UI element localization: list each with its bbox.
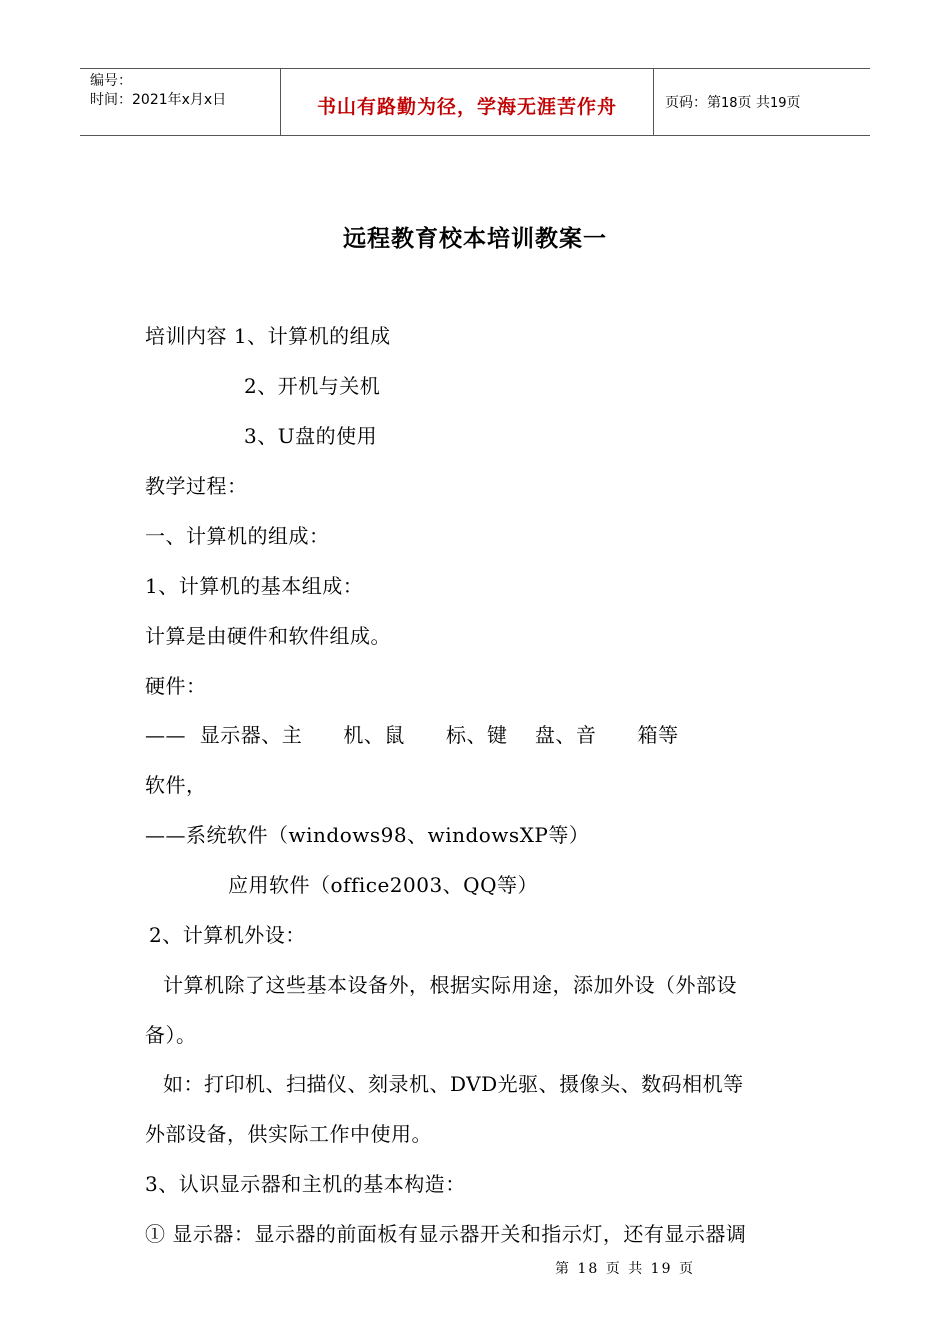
page-current: 18	[721, 96, 738, 111]
paragraph-line: 一、计算机的组成：	[145, 524, 330, 548]
paragraph-line: 3、认识显示器和主机的基本构造：	[145, 1172, 466, 1196]
footer-total: 19	[650, 1261, 673, 1277]
paragraph-line: ① 显示器：显示器的前面板有显示器开关和指示灯，还有显示器调	[145, 1222, 747, 1246]
document-date: 时间：2021年x月x日	[90, 92, 227, 108]
footer-suffix: 页	[678, 1261, 695, 1277]
paragraph-line: 1、计算机的基本组成：	[145, 574, 364, 598]
document-title: 远程教育校本培训教案一	[343, 225, 607, 252]
paragraph-line: 计算机除了这些基本设备外，根据实际用途，添加外设（外部设	[163, 973, 737, 997]
paragraph-line: ——系统软件（windows98、windowsXP等）	[145, 823, 590, 847]
page-prefix: 页码：第	[665, 95, 721, 111]
paragraph-line: 2、开机与关机	[244, 374, 381, 398]
paragraph-line: 2、计算机外设：	[149, 923, 306, 947]
paragraph-line: 软件，	[145, 773, 207, 797]
footer-prefix: 第	[555, 1261, 572, 1277]
document-number-label: 编号：	[90, 73, 132, 89]
paragraph-line: 备）。	[145, 1023, 197, 1047]
footer-current: 18	[577, 1261, 600, 1277]
paragraph-line: 计算是由硬件和软件组成。	[145, 624, 391, 648]
paragraph-line: 教学过程：	[145, 474, 248, 498]
paragraph-line: —— 显示器、主 机、鼠 标、键 盘、音 箱等	[145, 723, 679, 747]
page-suffix: 页	[786, 95, 801, 111]
page-footer	[0, 1258, 950, 1278]
paragraph-line: 3、U盘的使用	[244, 424, 378, 448]
paragraph-line: 培训内容 1、计算机的组成	[145, 324, 391, 348]
page-total: 19	[770, 96, 787, 111]
paragraph-line: 应用软件（office2003、QQ等）	[228, 873, 538, 897]
paragraph-line: 外部设备，供实际工作中使用。	[145, 1122, 432, 1146]
paragraph-line: 如：打印机、扫描仪、刻录机、DVD光驱、摄像头、数码相机等	[163, 1072, 744, 1096]
page-mid: 页 共	[737, 95, 770, 111]
footer-mid: 页 共	[605, 1261, 645, 1277]
header-motto: 书山有路勤为径，学海无涯苦作舟	[316, 96, 617, 118]
paragraph-line: 硬件：	[145, 674, 207, 698]
